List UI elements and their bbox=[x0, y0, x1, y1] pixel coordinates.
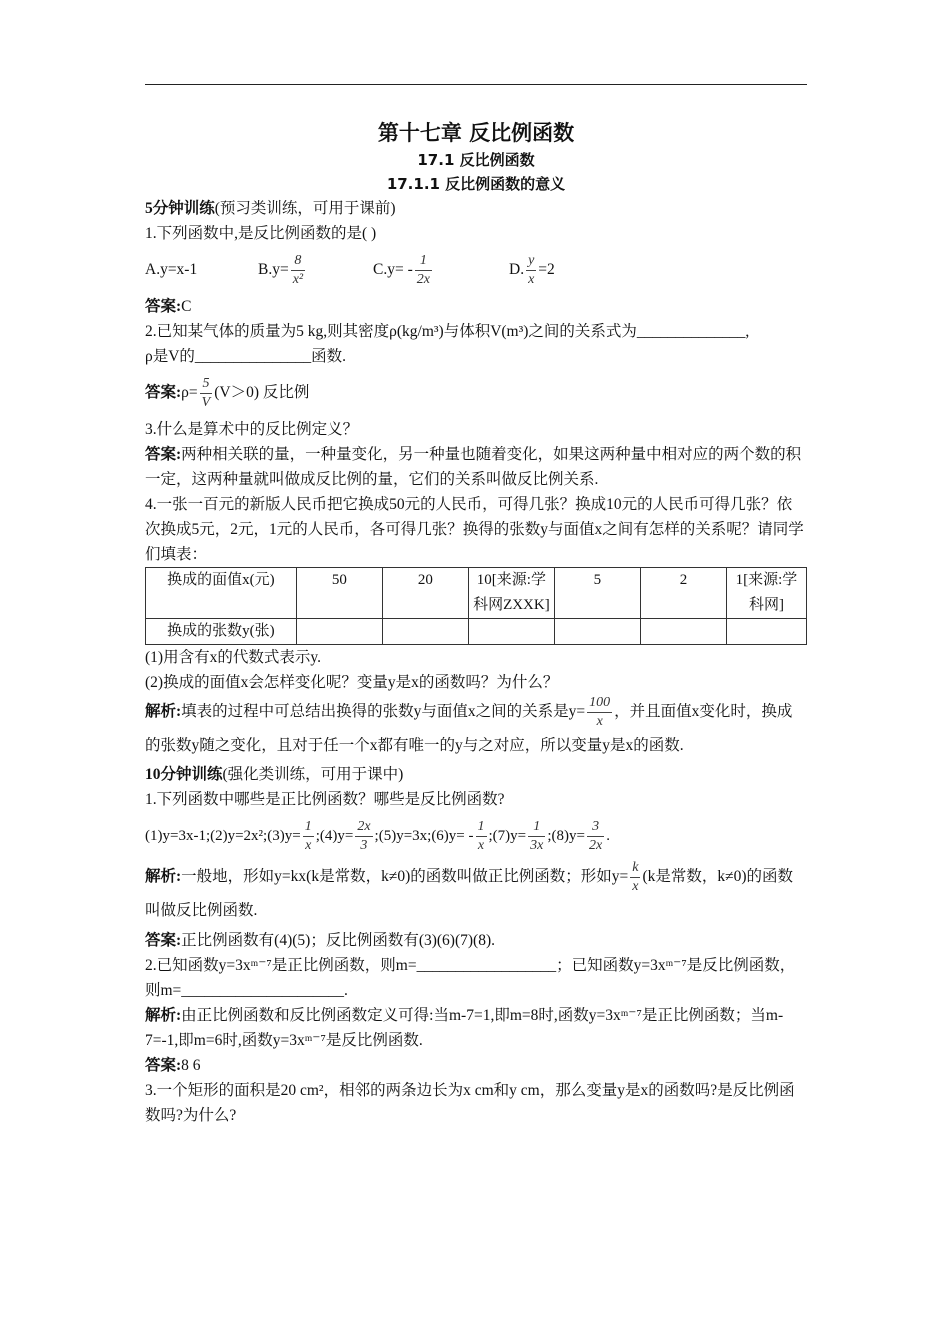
header-rule bbox=[145, 84, 807, 85]
part2-heading: 10分钟训练(强化类训练，可用于课中) bbox=[145, 765, 404, 783]
p2-question-1: 1.下列函数中哪些是正比例函数？哪些是反比例函数? bbox=[145, 790, 505, 808]
p2-question-1-functions: (1)y=3x-1;(2)y=2x²;(3)y= $\frac{1}{x}$ ;(4)y= $\frac{2x}{3}$ ;(5)y=3x;(6)y= - $\frac{1}{x}$ ;(7)y= $\frac{1}{3x}$ ;(8)y= $\frac{3}{2x}$ . bbox=[145, 819, 610, 853]
table-cell: 1[来源:学科网] bbox=[726, 568, 806, 619]
section-title: 17.1 反比例函数 bbox=[417, 151, 535, 169]
option-c: C.y= - $\frac{1}{2x}$ bbox=[373, 252, 430, 287]
table-cell: 20 bbox=[382, 568, 468, 619]
table-cell: 2 bbox=[640, 568, 726, 619]
p2-question-3: 3.一个矩形的面积是20 cm²，相邻的两条边长为x cm和y cm，那么变量y是x的函数吗?是反比例函数吗?为什么? bbox=[145, 1081, 795, 1124]
table-cell bbox=[468, 619, 554, 645]
part1-heading: 5分钟训练(预习类训练，可用于课前) bbox=[145, 200, 396, 217]
question-4-sub1: (1)用含有x的代数式表示y. bbox=[145, 649, 321, 666]
option-d: D. $\frac{y}{x}$ =2 bbox=[509, 252, 555, 287]
table-cell bbox=[554, 619, 640, 645]
table-head-y: 换成的张数y(张) bbox=[146, 619, 297, 645]
question-4-sub2: (2)换成的面值x会怎样变化呢？变量y是x的函数吗？为什么？ bbox=[145, 674, 559, 691]
table-cell: 5 bbox=[554, 568, 640, 619]
question-4: 4.一张一百元的新版人民币把它换成50元的人民币，可得几张？换成10元的人民币可得几张？依次换成5元，2元，1元的人民币，各可得几张？换得的张数y与面值x之间有怎样的关系呢？请同学们填表： bbox=[145, 496, 804, 563]
p2-analysis-1: 解析:一般地，形如y=kx(k是常数，k≠0)的函数叫做正比例函数；形如y= $\frac{k}{x}$ (k是常数，k≠0)的函数叫做反比例函数. bbox=[145, 859, 794, 919]
p2-answer-1: 答案:正比例函数有(4)(5)；反比例函数有(3)(6)(7)(8). bbox=[145, 931, 495, 949]
table-cell bbox=[382, 619, 468, 645]
question-3: 3.什么是算术中的反比例定义？ bbox=[145, 421, 359, 438]
subsection-title: 17.1.1 反比例函数的意义 bbox=[386, 175, 566, 193]
document-body bbox=[145, 118, 807, 1128]
table-cell: 10[来源:学科网ZXXK] bbox=[468, 568, 554, 619]
analysis-4: 解析:填表的过程中可总结出换得的张数y与面值x之间的关系是y= $\frac{100}{x}$ ，并且面值x变化时，换成的张数y随之变化，且对于任一个x都有唯一的y与之对应，所以变量y是x的函数. bbox=[145, 694, 793, 754]
p2-question-2: 2.已知函数y=3xᵐ⁻⁷是正比例函数，则m=__________________；已知函数y=3xᵐ⁻⁷是反比例函数，则m=_____________________. bbox=[145, 956, 796, 999]
table-head-x: 换成的面值x(元) bbox=[146, 568, 297, 619]
table-cell bbox=[640, 619, 726, 645]
question-1: 1.下列函数中,是反比例函数的是( ) bbox=[145, 225, 377, 242]
table-row bbox=[146, 619, 807, 645]
exchange-table bbox=[145, 567, 807, 645]
answer-1: 答案:C bbox=[145, 298, 192, 315]
p2-answer-2: 答案:8 6 bbox=[145, 1056, 201, 1074]
table-row bbox=[146, 568, 807, 619]
table-cell bbox=[296, 619, 382, 645]
table-cell: 50 bbox=[296, 568, 382, 619]
p2-analysis-2: 解析:由正比例函数和反比例函数定义可得:当m-7=1,即m=8时,函数y=3xᵐ⁻⁷是正比例函数；当m-7=-1,即m=6时,函数y=3xᵐ⁻⁷是反比例函数. bbox=[145, 1006, 784, 1049]
table-cell bbox=[726, 619, 806, 645]
question-2: 2.已知某气体的质量为5 kg,则其密度ρ(kg/m³)与体积V(m³)之间的关系式为______________, ρ是V的_______________函数. bbox=[145, 323, 750, 365]
option-b: B.y= $\frac{8}{\text{x²}}$ bbox=[258, 252, 304, 287]
option-a: A.y=x-1 bbox=[145, 261, 198, 278]
answer-2: 答案:ρ= $\frac{5}{V}$ (V＞0) 反比例 bbox=[145, 375, 310, 410]
question-1-options bbox=[145, 246, 807, 294]
chapter-title: 第十七章 反比例函数 bbox=[377, 121, 575, 145]
answer-3: 答案:两种相关联的量，一种量变化，另一种量也随着变化，如果这两种量中相对应的两个数的积一定，这两种量就叫做成反比例的量，它们的关系叫做反比例关系. bbox=[145, 446, 802, 488]
